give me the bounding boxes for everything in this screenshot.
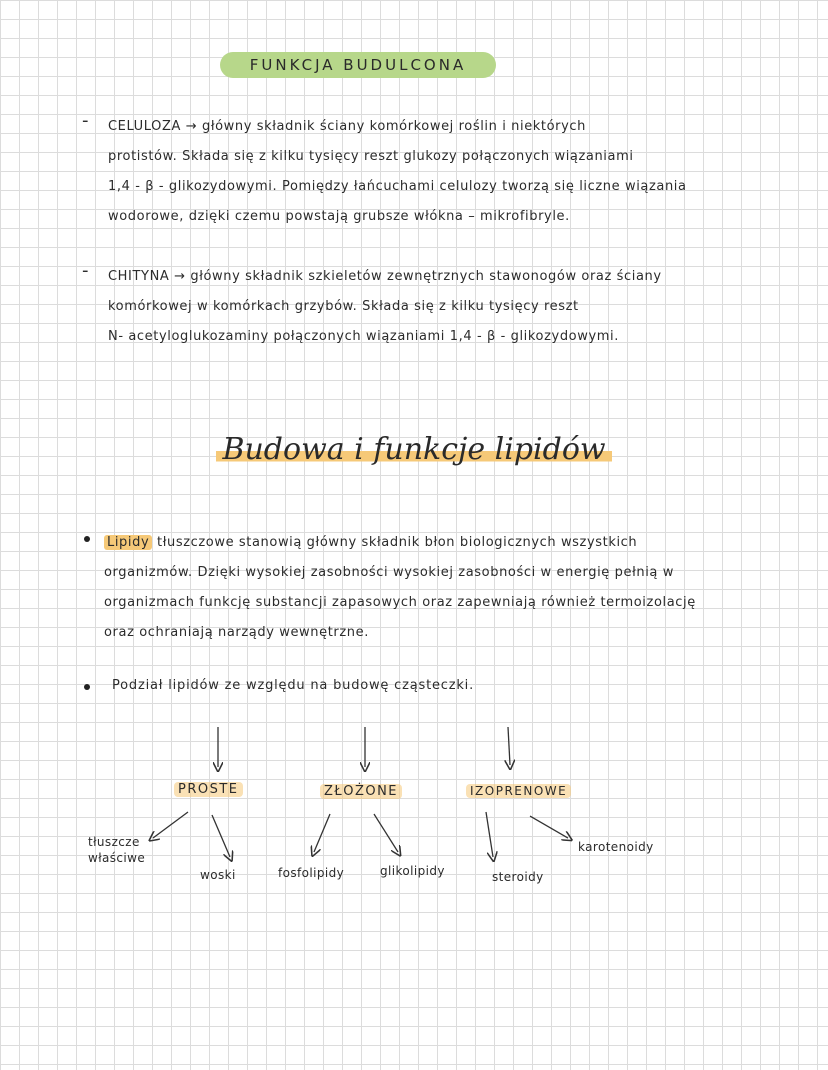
text-line: organizmów. Dzięki wysokiej zasobności wysokiej zasobności w energię pełnią w xyxy=(104,565,674,580)
leaf-label: tłuszcze xyxy=(88,835,140,849)
arrow-to-woski xyxy=(212,815,230,857)
text-line: wodorowe, dzięki czemu powstają grubsze włókna – mikrofibryle. xyxy=(108,209,570,224)
category-izoprenowe-label: IZOPRENOWE xyxy=(466,784,571,798)
category-zlozone-label: ZŁOŻONE xyxy=(320,784,402,799)
category-izoprenowe xyxy=(466,784,571,798)
arrow-to-tluszcze xyxy=(153,812,188,838)
text-line: tłuszczowe stanowią główny składnik błon biologicznych wszystkich xyxy=(152,535,638,550)
text-line: organizmach funkcję substancji zapasowych oraz zapewniają również termoizolację xyxy=(104,595,696,610)
leaf-tluszcze-wlasciwe xyxy=(88,834,145,866)
arrow-to-izoprenowe xyxy=(508,727,510,765)
arrow-to-fosfolipidy xyxy=(314,814,330,852)
text-line: CHITYNA → główny składnik szkieletów zewnętrznych stawonogów oraz ściany xyxy=(108,269,662,284)
arrow-to-karotenoidy xyxy=(530,816,568,838)
text-line: protistów. Składa się z kilku tysięcy reszt glukozy połączonych wiązaniami xyxy=(108,149,634,164)
leaf-karotenoidy: karotenoidy xyxy=(578,840,654,854)
list-dash: - xyxy=(82,260,90,281)
arrow-to-steroidy xyxy=(486,812,493,857)
leaf-glikolipidy: glikolipidy xyxy=(380,864,445,878)
text-line: N- acetyloglukozaminy połączonych wiązaniami 1,4 - β - glikozydowymi. xyxy=(108,329,619,344)
lipidy-highlight: Lipidy xyxy=(104,535,152,550)
category-proste-label: PROSTE xyxy=(174,782,243,797)
text-line: oraz ochraniają narządy wewnętrzne. xyxy=(104,625,369,640)
leaf-fosfolipidy: fosfolipidy xyxy=(278,866,345,880)
text-line: CELULOZA → główny składnik ściany komórkowej roślin i niektórych xyxy=(108,119,587,134)
text-line: komórkowej w komórkach grzybów. Składa się z kilku tysięcy reszt xyxy=(108,299,579,314)
lipids-heading-text: Budowa i funkcje lipidów xyxy=(216,432,611,467)
section-title: FUNKCJA BUDULCONA xyxy=(249,56,467,74)
text-line: 1,4 - β - glikozydowymi. Pomiędzy łańcuchami celulozy tworzą się liczne wiązania xyxy=(108,179,687,194)
category-zlozone xyxy=(320,784,402,799)
leaf-label: właściwe xyxy=(88,851,146,865)
list-dash: - xyxy=(82,110,90,131)
category-proste xyxy=(174,782,243,797)
classification-intro: Podział lipidów ze względu na budowę cząsteczki. xyxy=(112,678,475,693)
leaf-steroidy: steroidy xyxy=(492,870,544,884)
leaf-woski: woski xyxy=(200,868,236,882)
arrow-to-glikolipidy xyxy=(374,814,398,852)
